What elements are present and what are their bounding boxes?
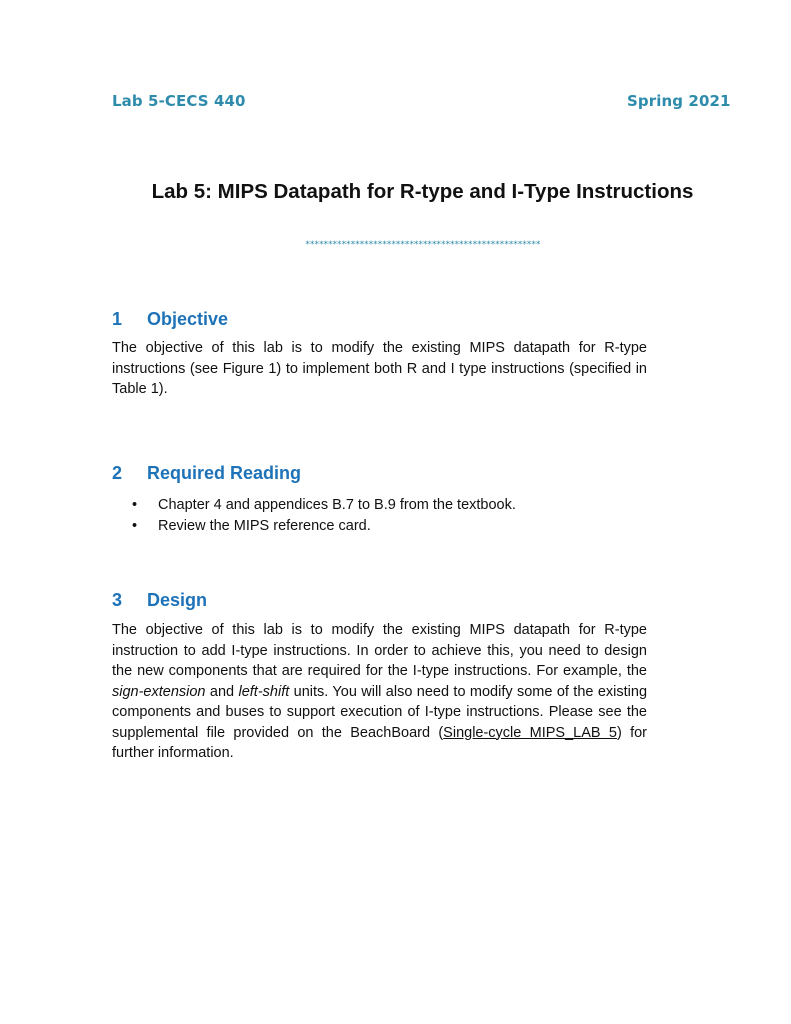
paragraph-text: and [209,683,235,700]
list-item [132,516,516,537]
objective-paragraph: The objective of this lab is to modify the existing MIPS datapath for R-type instructions (see Figure 1) to implement both R and I type instructions (specified in Table 1). [112,340,647,397]
section-heading-objective [112,309,228,330]
list-item-text: Chapter 4 and appendices B.7 to B.9 from the textbook. [158,497,516,513]
header-course: Lab 5-CECS 440 [112,92,246,110]
emphasis-sign-extension: sign-extension [112,683,206,700]
paragraph-text: for further information. [112,724,648,761]
reading-list [132,495,516,536]
supplemental-file-link[interactable]: Single-cycle MIPS_LAB 5 [443,724,617,741]
list-item [132,495,516,516]
section-heading-design [112,590,207,611]
header-term: Spring 2021 [627,92,731,110]
emphasis-left-shift: left-shift [238,683,290,700]
document-title: Lab 5: MIPS Datapath for R-type and I-Type Instructions [151,180,694,203]
paragraph-text: units. You will also need to modify some of the existing components and buses to support execution of I-type instructions. Please see the supplemental file provided on the BeachBoard [112,683,648,741]
list-item-text: Review the MIPS reference card. [158,517,371,534]
section-number: 1 [112,309,123,329]
design-paragraph: The objective of this lab is to modify the existing MIPS datapath for R-type instruction to add I-type instructions. In order to achieve this, you need to design the new components that are required for the I-type instructions. For example, the sign-extension and left-shift units. You will also need to modify some of the existing components and buses to support execution of I-type instructions. Please see the supplemental file provided on the BeachBoard (Single-cycle MIPS_LAB 5) for further information. [112,622,648,761]
separator-line: **************************************************** [305,240,540,250]
bullet-icon: • [132,497,138,513]
section-title: Design [147,590,208,610]
bullet-icon: • [132,517,138,534]
paragraph-text: The objective of this lab is to modify the existing MIPS datapath for R-type instruction to add I-type instructions. In order to achieve this, you need to design the new components that are required for the I-type instructions. For example, the [112,622,647,679]
section-heading-required-reading [112,463,301,484]
section-number: 3 [112,590,123,610]
section-title: Required Reading [147,463,302,483]
section-title: Objective [147,309,229,329]
section-number: 2 [112,463,123,483]
